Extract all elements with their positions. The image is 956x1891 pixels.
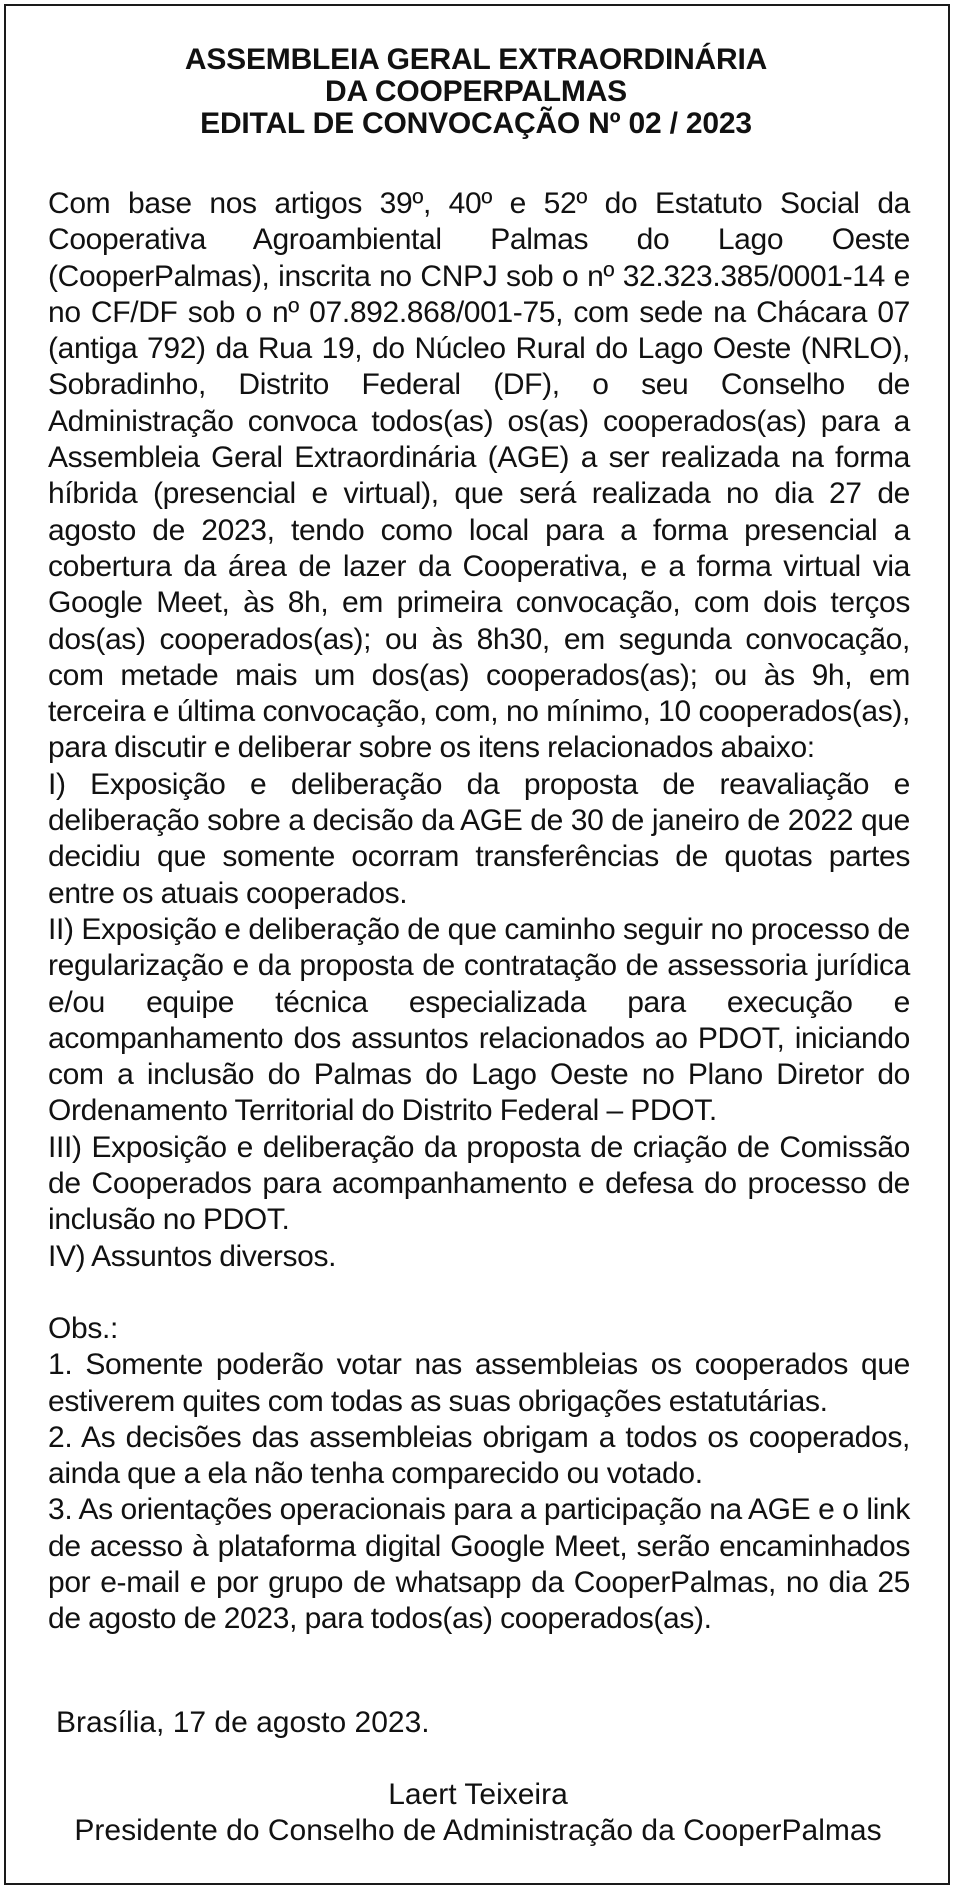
agenda-item-1: I) Exposição e deliberação da proposta de reavaliação e deliberação sobre a decisão da AGE de 30 de janeiro de 2022 que decidiu que somente ocorram transferências de quotas partes entre os atuais cooperados. [48, 767, 910, 910]
obs-note-3: 3. As orientações operacionais para a participação na AGE e o link de acesso à plataforma digital Google Meet, serão encaminhados por e-mail e por grupo de whatsapp da CooperPalmas, no dia 25 de agosto de 2023, para todos(as) cooperados(as). [48, 1493, 910, 1636]
notice-body [48, 186, 910, 1638]
obs-note-1: 1. Somente poderão votar nas assembleias os cooperados que estiverem quites com todas as suas obrigações estatutárias. [48, 1348, 910, 1418]
spacer [48, 1275, 910, 1311]
intro-paragraph: Com base nos artigos 39º, 40º e 52º do Estatuto Social da Cooperativa Agroambiental Palmas do Lago Oeste (CooperPalmas), inscrita no CNPJ sob o nº 32.323.385/0001-14 e no CF/DF sob o nº 07.892.868/001-75, com sede na Chácara 07 (antiga 792) da Rua 19, do Núcleo Rural do Lago Oeste (NRLO), Sobradinho, Distrito Federal (DF), o seu Conselho de Administração convoca todos(as) os(as) cooperados(as) para a Assembleia Geral Extraordinária (AGE) a ser realizada na forma híbrida (presencial e virtual), que será realizada no dia 27 de agosto de 2023, tendo como local para a forma presencial a cobertura da área de lazer da Cooperativa, e a forma virtual via Google Meet, às 8h, em primeira convocação, com dois terços dos(as) cooperados(as); ou às 8h30, em segunda convocação, com metade mais um dos(as) cooperados(as); ou às 9h, em terceira e última convocação, com, no mínimo, 10 cooperados(as), para discutir e deliberar sobre os itens relacionados abaixo: [48, 187, 910, 765]
notice-title [0, 44, 952, 140]
obs-note-2: 2. As decisões das assembleias obrigam a todos os cooperados, ainda que a ela não tenha comparecido ou votado. [48, 1420, 910, 1491]
signature-block [0, 1777, 956, 1849]
place-date: Brasília, 17 de agosto 2023. [56, 1706, 430, 1739]
title-line-3: EDITAL DE CONVOCAÇÃO Nº 02 / 2023 [200, 107, 752, 140]
obs-label: Obs.: [48, 1311, 118, 1345]
signatory-name: Laert Teixeira [388, 1778, 568, 1811]
agenda-item-2: II) Exposição e deliberação de que caminho seguir no processo de regularização e da proposta de contratação de assessoria jurídica e/ou equipe técnica especializada para execução e acompanhamento dos assuntos relacionados ao PDOT, iniciando com a inclusão do Palmas do Lago Oeste no Plano Diretor do Ordenamento Territorial do Distrito Federal – PDOT. [48, 912, 910, 1128]
signatory-role: Presidente do Conselho de Administração da CooperPalmas [74, 1814, 882, 1847]
title-line-1: ASSEMBLEIA GERAL EXTRAORDINÁRIA [184, 43, 768, 76]
agenda-item-4: IV) Assuntos diversos. [48, 1239, 337, 1273]
agenda-item-3: III) Exposição e deliberação da proposta de criação de Comissão de Cooperados para acompanhamento e defesa do processo de inclusão no PDOT. [48, 1130, 910, 1237]
title-line-2: DA COOPERPALMAS [324, 75, 627, 108]
